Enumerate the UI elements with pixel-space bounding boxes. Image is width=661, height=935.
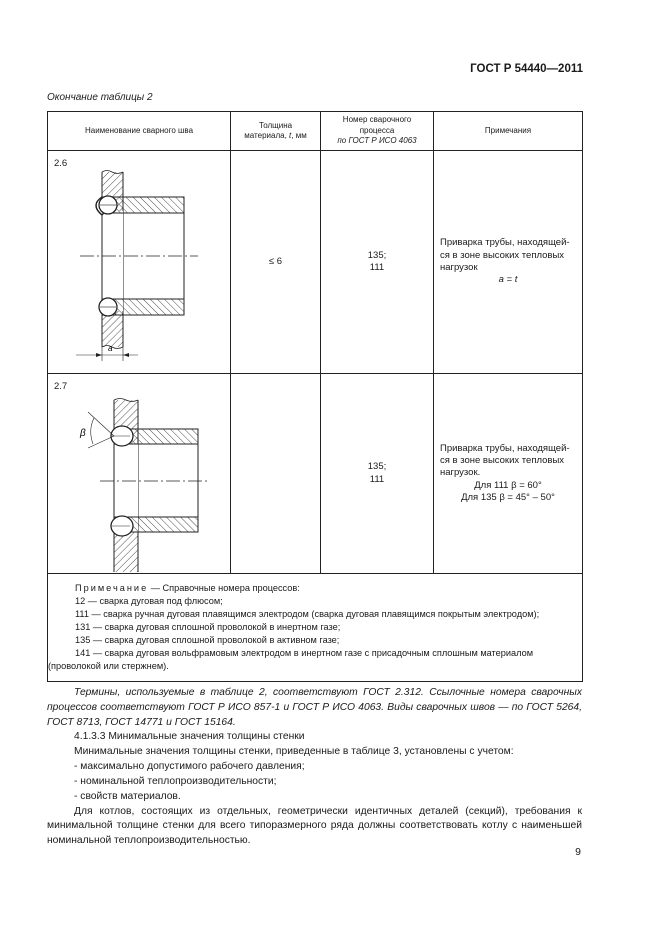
table-footnote-row: [48, 574, 583, 682]
row-number: 2.6: [54, 158, 68, 169]
weld-drawing-2-7: [48, 392, 230, 572]
weld-drawing-2-6: [48, 169, 230, 365]
footnote-line: 141 — сварка дуговая вольфрамовым электродом в инертном газе с присадочным сплошным материалом: [75, 648, 534, 659]
table-footnote: Примечание — Справочные номера процессов: 12 — сварка дуговая под флюсом; 111 — сварка ручная дуговая плавящимся электродом (сварка дуговая плавящимся покрытым электродом); 131 — сварка дуговая сплошной проволокой в инертном газе; 135 — сварка дуговая сплошной проволокой в активном газе; 141 — сварка дуговая вольфрамовым электродом в инертном газе с присадочным сплошным материалом (проволокой или стержнем).: [48, 574, 583, 682]
section-heading: 4.1.3.3 Минимальные значения толщины стенки: [74, 731, 305, 743]
weld-drawing-cell: [48, 374, 231, 574]
table-row: [48, 151, 583, 374]
footnote-line: 12 — сварка дуговая под флюсом;: [75, 596, 223, 607]
note-cell: Приварка трубы, находящей- ся в зоне высоких тепловых нагрузок a = t: [434, 151, 583, 374]
list-item: - максимально допустимого рабочего давления;: [74, 761, 305, 773]
col-header-notes: Примечания: [434, 112, 583, 151]
col-header-process: Номер сварочного процесса по ГОСТ Р ИСО 4063: [321, 112, 434, 151]
list-item: - свойств материалов.: [74, 790, 181, 802]
note-cell: Приварка трубы, находящей- ся в зоне высоких тепловых нагрузок. Для 111 β = 60° Для 135 β = 45° – 50°: [434, 374, 583, 574]
footnote-label: Примечание: [75, 583, 149, 593]
thickness-cell: ≤ 6: [231, 151, 321, 374]
angle-label-beta: β: [80, 428, 86, 439]
footnote-line: 111 — сварка ручная дуговая плавящимся электродом (сварка дуговая плавящимся покрытым электродом);: [75, 609, 540, 620]
table-header-row: [48, 112, 583, 151]
weld-table: [47, 111, 583, 682]
dim-label-a: a: [108, 344, 113, 353]
body-text: [47, 686, 582, 849]
row-number: 2.7: [54, 381, 68, 392]
intro-paragraph: Минимальные значения толщины стенки, приведенные в таблице 3, установлены с учетом:: [74, 746, 514, 758]
process-cell: 135; 111: [321, 374, 434, 574]
table-caption: Окончание таблицы 2: [47, 92, 153, 103]
terms-paragraph: Термины, используемые в таблице 2, соответствуют ГОСТ 2.312. Ссылочные номера сварочных процессов соответствуют ГОСТ Р ИСО 857-1 и ГОСТ Р ИСО 4063. Виды сварочных швов — по ГОСТ 5264, ГОСТ 8713, ГОСТ 14771 и ГОСТ 15164.: [47, 687, 582, 728]
process-cell: 135; 111: [321, 151, 434, 374]
page-number: 9: [575, 846, 581, 858]
footnote-line: 135 — сварка дуговая сплошной проволокой в активном газе;: [75, 635, 340, 646]
thickness-cell: [231, 374, 321, 574]
table-row: [48, 374, 583, 574]
weld-drawing-cell: [48, 151, 231, 374]
footnote-line: 131 — сварка дуговая сплошной проволокой в инертном газе;: [75, 622, 341, 633]
list-item: - номинальной теплопроизводительности;: [74, 775, 277, 787]
standard-header: ГОСТ Р 54440—2011: [470, 63, 583, 75]
footnote-line: (проволокой или стержнем).: [48, 661, 169, 672]
col-header-name: Наименование сварного шва: [48, 112, 231, 151]
col-header-thickness: Толщина материала, t, мм: [231, 112, 321, 151]
boiler-paragraph: Для котлов, состоящих из отдельных, геометрически идентичных деталей (секций), требования к минимальной толщине стенки для всего типоразмерного ряда должны соответствовать котлу с наименьшей номинальной теплопроизводительностью.: [47, 805, 582, 847]
